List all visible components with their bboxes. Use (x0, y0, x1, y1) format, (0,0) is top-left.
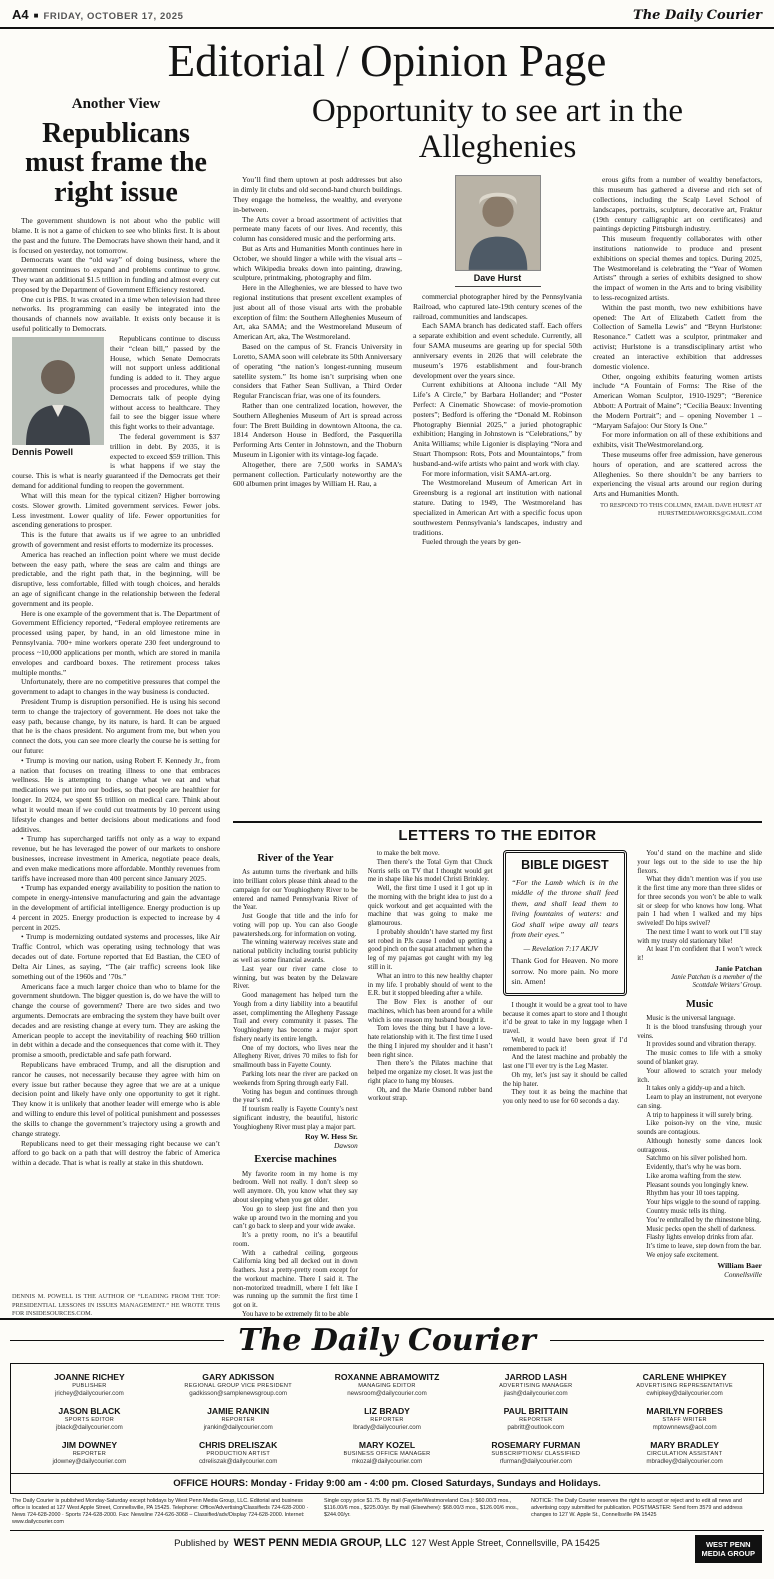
folio-block (12, 7, 184, 22)
exercise-letter-part-1 (233, 1171, 358, 1318)
nameplate-text: The Daily Courier (238, 1323, 536, 1358)
paragraph: You have to be extremely fit to be able (242, 1310, 349, 1318)
fine-print-publication-info: The Daily Courier is published Monday-Saturday except holidays by West Penn Media Group, LLC. Editorial and business office is located at 127 West Apple Street, Connellsville, PA 15425. Telephone: Office/Advertising/Classifieds 724-628-2000 · News 724-628-2000 · Sports 724-628-2000. Fax: Newsline 724-626-3068 – Classified/adv/Display 724-628-2000. Internet: www.dailycourier.com (12, 1497, 309, 1526)
fine-print-notice: NOTICE: The Daily Courier reserves the right to accept or reject and to edit all news and advertising copy submitted for publication. POSTMASTER: Send form 3579 and address changes to 127 W. Apple St., Connellsville PA 15425 (531, 1497, 743, 1519)
author-note: DENNIS M. POWELL IS THE AUTHOR OF “LEADING FROM THE TOP: PRESIDENTIAL LESSONS IN ISSUES MANAGEMENT.” HE WROTE THIS FOR INSIDESOURCES.COM. (12, 1293, 220, 1317)
paragraph: You’d stand on the machine and slide your legs out to the side to use the hip flexors. (637, 850, 762, 875)
dave-hurst-photo (455, 175, 541, 287)
staff-email: cwhipkey@dailycourier.com (646, 1389, 723, 1397)
staff-member (317, 1406, 458, 1431)
staff-member (19, 1372, 160, 1397)
page-number: A4 (12, 7, 29, 22)
west-penn-media-group-logo (695, 1535, 762, 1563)
paragraph: Your hips wiggle to the sound of rapping. (646, 1199, 761, 1207)
nameplate-rule (550, 1340, 764, 1341)
staff-member (19, 1440, 160, 1465)
staff-member (614, 1406, 755, 1431)
paragraph: Music is the universal language. (646, 1015, 736, 1023)
paragraph: It provides sound and vibration therapy. (646, 1041, 757, 1049)
staff-member (465, 1440, 606, 1465)
fine-print-row (10, 1494, 764, 1530)
staff-title: REPORTER (221, 1416, 255, 1423)
paragraph: Other, ongoing exhibits featuring women artists include “A Fountain of Forms: The Rise of the American Woman Sculptor, 1910-1929”; “Berenice Abbott: A Portrait of Maine”; “Cecilia Beaux: Inventing the Modern Portrait”; and – opening November 1 – “Maryam Safajoo: Our Story Is One.” (593, 371, 762, 430)
paragraph: You go to sleep just fine and then you wake up around two in the morning and you can’t go back to sleep and your wide awake. (233, 1205, 358, 1231)
letters-col-4 (637, 850, 762, 1318)
left-article-body (12, 216, 220, 1289)
staff-name: LIZ BRADY (364, 1405, 410, 1416)
staff-email: jrichey@dailycourier.com (54, 1389, 124, 1397)
staff-name: ROSEMARY FURMAN (491, 1439, 581, 1450)
exercise-letter-part-4 (637, 850, 762, 964)
staff-name: CARLENE WHIPKEY (642, 1371, 727, 1382)
portrait-photo (455, 175, 541, 271)
paragraph: Rather than one centralized location, however, the Southern Alleghenies Museum of Art is spread across four: The Brett Building in downtown Altoona, the ca. 1814 Anderson House in Bedford, the Pasquerilla Performing Arts Center in Johnstown, and the Thoburn Museum in Ligonier with its vintage-log façade. (233, 400, 402, 459)
paragraph: It takes only a giddy-up and a hitch. (646, 1085, 746, 1093)
paragraph: With a cathedral ceiling, gorgeous California king bed all decked out in down feathers. Just a pretty-pretty room except for the workout machine. There I said it. The non-motorized treadmill, where I felt like I was running up the summit the first time I got on it. (233, 1249, 358, 1310)
staff-title: PRODUCTION ARTIST (206, 1450, 271, 1457)
paragraph: Well, the first time I used it I got up in the morning with the bright idea to just do a quick workout and get acquainted with the machine that was going to make me glamourous. (367, 885, 493, 928)
staff-name: JASON BLACK (58, 1405, 121, 1416)
art-article-col-2-text (413, 292, 582, 547)
paper-name: The Daily Courier (633, 8, 762, 23)
staff-title: REPORTER (519, 1416, 553, 1423)
staff-title: STAFF WRITER (662, 1416, 707, 1423)
paragraph: The Arts cover a broad assortment of activities that permeate many facets of our lives. And recently, this column has considered music and the performing arts. (233, 214, 402, 244)
paragraph: What they didn’t mention was if you use it the first time any more than three slides or for three seconds you won’t be able to walk sit or sleep for who knows how long. What pain I had when I walked and my hips swiveled! Do hips swivel? (637, 876, 762, 928)
paragraph: At least I’m confident that I won’t wreck it! (637, 946, 762, 963)
left-article-headline: Republicans must frame the right issue (25, 118, 207, 208)
bible-digest-box (503, 850, 628, 996)
paragraph: Parking lots near the river are packed on weekends from Spring through early Fall. (233, 1070, 358, 1087)
paragraph: The government shutdown is not about who the public will blame. It is not a game of chicken to see who blinks first. It is about the past and the future. The Democrats have shown their hand, and it is focused on yesterday, not tomorrow. (12, 216, 220, 255)
staff-box (10, 1363, 764, 1494)
staff-email: pabritt@outlook.com (507, 1423, 565, 1431)
paragraph: It’s a pretty room, no it’s a beautiful room. (233, 1232, 358, 1248)
paragraph: We enjoy safe excitement. (646, 1251, 719, 1259)
paragraph: Like aroma wafting from the stew. (646, 1172, 742, 1180)
paragraph: This is the future that awaits us if we agree to an unbridled growth of government and resist efforts to modernize its processes. (12, 530, 220, 549)
bible-digest-attribution: — Revelation 7:17 AKJV (523, 944, 598, 953)
river-letter-text (233, 869, 358, 1132)
staff-member (168, 1440, 309, 1465)
staff-name: GARY ADKISSON (202, 1371, 275, 1382)
staff-email: jdowney@dailycourier.com (52, 1457, 127, 1465)
paragraph: Country music tells its thing. (646, 1208, 727, 1216)
paragraph: Republicans need to get their messaging right because we can’t afford to go back on a path that will destroy the fabric of America within a decade. That is what is really at stake in this shutdown. (12, 1138, 220, 1168)
paragraph: President Trump is disruption personified. He is using his second term to change the trajectory of government. He does not take the easy path, because change, by its nature, is hard. It can be argued that he is the chaos president. No argument from me, but when you connect the dots, you can see more clearly the course he is setting for our future: (12, 696, 220, 756)
art-article-col-2 (413, 175, 582, 815)
paragraph: If tourism really is Fayette County’s next significant industry, the beautiful, historic Youghiogheny River must play a major part. (233, 1106, 358, 1131)
photo-caption: Dave Hurst (455, 271, 541, 287)
staff-name: MARY KOZEL (358, 1439, 416, 1450)
staff-name: JOANNE RICHEY (54, 1371, 125, 1382)
paragraph: What will this mean for the typical citizen? Higher borrowing costs. Slower growth. Limited government services. Fewer jobs. Less investment. Lower quality of life. Fewer opportunities for ascending generations to prosper. (12, 490, 220, 530)
page-header (0, 0, 774, 29)
issue-date: FRIDAY, OCTOBER 17, 2025 (43, 11, 184, 22)
paragraph: • Trump is moving our nation, using Robert F. Kennedy Jr., from a nation that focuses on treating illness to one that embraces wellness. He is attempting to change what we eat and what medications we put into our bodies, so that people are healthier for longer. In 2024, we spent $5 trillion on medical care. Think about what it would mean if we could cut treatments by 10 percent using lifestyle changes and better decisions about medications and food additives. (12, 755, 220, 834)
bible-digest-title: BIBLE DIGEST (521, 858, 609, 873)
art-article-col-3-text (593, 175, 762, 499)
staff-name: MARILYN FORBES (646, 1405, 723, 1416)
staff-title: PUBLISHER (72, 1382, 107, 1389)
paragraph: America has reached an inflection point where we must decide between the easy path, where the seas are calm and things are predictable, and the right path that, in the beginning, will be disruptive, less comfortable, filled with tough choices, and heralds an age of significant change in the relationship between the federal government and its people. (12, 549, 220, 608)
staff-title: ADVERTISING REPRESENTATIVE (636, 1382, 733, 1389)
staff-member (317, 1372, 458, 1397)
paragraph: Good management has helped turn the Yough from a dirty liability into a beautiful asset, complimenting the Allegheny Passage Trail and every community it passes. The Youghiogheny has become a major sport fishery nearly its entire length. (233, 992, 358, 1043)
paragraph: It’s time to leave, step down from the bar. (646, 1243, 762, 1251)
staff-email: cdreliszak@dailycourier.com (198, 1457, 278, 1465)
letter-signature-note: Janie Patchan is a member of the Scottdale Writers’ Group. (671, 973, 762, 990)
masthead-footer (0, 1318, 774, 1556)
publisher-row (10, 1530, 764, 1558)
staff-title: REPORTER (370, 1416, 404, 1423)
paragraph: • Trump has supercharged tariffs not only as a way to expand revenue, but he has leveraged the power of our markets to onshore businesses, increase investment in America, negotiate peace deals, and even make medications more affordable. Monthly revenues from tariffs have increased more than 400 percent since January 2025. (12, 834, 220, 883)
letter-signature-place: Connellsville (724, 1270, 762, 1279)
logo-line-1: WEST PENN (705, 1539, 751, 1549)
staff-email: newsroom@dailycourier.com (347, 1389, 427, 1397)
staff-email: mkozal@dailycourier.com (351, 1457, 423, 1465)
bible-digest-quote: “For the Lamb which is in the middle of the throne shall feed them, and shall lead them to living fountains of waters: and God shall wipe away all tears from their eyes.” (511, 877, 619, 940)
paragraph: It is the blood transfusing through your veins. (637, 1023, 762, 1040)
paragraph: As autumn turns the riverbank and hills into brilliant colors please think ahead to the campaign for our Youghiogheny River to be entered and named Pennsylvania River of the Year. (233, 869, 358, 912)
paragraph: Then there’s the Total Gym that Chuck Norris sells on TV that I thought would get me in shape like his model Christi Brinkley. (367, 858, 493, 884)
staff-member (465, 1406, 606, 1431)
paragraph: For more information, visit SAMA-art.org. (422, 468, 552, 478)
paragraph: Learn to play an instrument, not everyone can sing. (637, 1094, 762, 1110)
staff-title: REGIONAL GROUP VICE PRESIDENT (184, 1382, 292, 1389)
staff-email: jlash@dailycourier.com (503, 1389, 568, 1397)
paragraph: Oh my, let’s just say it should be called the hip hater. (502, 1071, 628, 1088)
staff-member (614, 1440, 755, 1465)
letters-section-header: LETTERS TO THE EDITOR (398, 827, 597, 845)
paragraph: Last year our river came close to winning, but was beaten by the Delaware River. (233, 965, 358, 991)
nameplate-rule (10, 1340, 224, 1341)
staff-email: lbrady@dailycourier.com (353, 1423, 421, 1431)
staff-name: MARY BRADLEY (650, 1439, 719, 1450)
paragraph: Each SAMA branch has dedicated staff. Each offers a separate exhibition and event schedule. Currently, all four SAMA museums are gearing up for special 50th anniversary events in 2026 that will celebrate the museum’s 1976 establishment and four-branch development over the years since. (413, 321, 582, 380)
letter-signature: Roy W. Hess Sr. (304, 1132, 358, 1142)
paragraph: You’re enthralled by the rhinestone bling. (646, 1216, 762, 1224)
paragraph: Current exhibitions at Altoona include “All My Life’s A Circle,” by Barbara Hollander; and “Poster Perfect: A Cinematic Showcase: of movie-promotion posters”; Bedford is offering the “Donald M. Robinson Photography Biennial 2025,” a juried photographic exhibition; Hanging in Johnstown is “Celebrations,” by Anita Williams; while Ligonier is displaying “Nora and Stuart Thompson: Rots, Pots and Mountaintops,” from husband-and-wife artists who paint and work with clay. (413, 380, 582, 468)
bible-digest-comment: Thank God for Heaven. No more sorrow. No more pain. No more sin. Amen! (511, 956, 619, 986)
art-article-headline: Opportunity to see art in the Alleghenies (311, 94, 684, 165)
staff-name: PAUL BRITTAIN (503, 1405, 569, 1416)
paragraph: Americans face a much larger choice than who to blame for the government shutdown. The bigger question is, do we have the will to change the course of government? There are two sides and two arguments. Democrats are embracing the system they have built over decades and are resisting change at every turn. They are asking the American people to accept the inevitability of reaching $60 trillion in debt within a decade and the consequences that come with it. They promise a smooth, predictable and safe path forward. (12, 981, 220, 1060)
paragraph: Evidently, that’s why he was born. (646, 1164, 742, 1172)
staff-grid (11, 1364, 763, 1473)
paragraph: I thought it would be a great tool to have because it comes apart to store and I thought it’d be great to take in my luggage when I travel. (502, 1001, 628, 1036)
staff-member (465, 1372, 606, 1397)
art-article-col-1 (233, 175, 402, 815)
paragraph: These museums offer free admission, have generous hours of operation, and are scattered across the Alleghenies. So there shouldn’t be any barriers to experiencing the visual arts around our region during Arts and Humanities Month. (593, 450, 762, 499)
paragraph: The Bow Flex is another of our machines, which has been around for a while which is one reason my husband bought it. (367, 999, 493, 1024)
paragraph: Flashy lights envelop drinks from afar. (646, 1234, 754, 1242)
staff-member (317, 1440, 458, 1465)
paragraph: Well, it would have been great if I’d remembered to pack it! (502, 1036, 628, 1053)
music-letter-text (637, 1015, 762, 1260)
paragraph: Tom loves the thing but I have a love-hate relationship with it. The first time I used the thing I injured my shoulder and it hasn’t been right since. (367, 1025, 493, 1059)
paragraph: Within the past month, two new exhibitions have opened: The Art of Elizabeth Catlett from the Collection of Samella Lewis” and “Brynn Hurlstone: Resonance.” Catlett was a sculptor, printmaker and activist; Hurlstone is a transdisciplinary artist who created an interactive exhibition that addresses domestic violence. (593, 302, 762, 371)
exercise-letter-part-3 (503, 1002, 628, 1107)
exercise-letter-part-2 (368, 850, 493, 1104)
left-opinion-article (12, 94, 220, 1318)
portrait-photo (12, 337, 104, 445)
paragraph: Here is one example of the government that is. The Department of Government Efficiency reported, “Federal employee retirements are processed using paper, by hand, in an old limestone mine in Pennsylvania. 700+ mine workers operate 230 feet underground to process ~10,000 applications per month, which are stored in manila envelopes and cardboard boxes. The retirement process takes multiple months.” (12, 608, 220, 677)
logo-line-2: MEDIA GROUP (701, 1548, 755, 1558)
dennis-powell-photo (12, 337, 104, 460)
paragraph: Like poison-ivy on the vine, music sounds are contagious. (637, 1120, 762, 1137)
staff-title: MANAGING EDITOR (358, 1382, 416, 1389)
letter-signature: William Baer (717, 1260, 762, 1270)
art-article-columns (233, 175, 762, 815)
paragraph: For more information on all of these exhibitions and exhibits, visit TheWestmoreland.org. (593, 430, 762, 450)
staff-member (614, 1372, 755, 1397)
letter-title-exercise: Exercise machines (254, 1154, 337, 1166)
staff-title: ADVERTISING MANAGER (499, 1382, 573, 1389)
letter-title-river: River of the Year (257, 853, 334, 865)
paragraph: Satchmo on his silver polished horn. (646, 1155, 747, 1163)
staff-title: BUSINESS OFFICE MANAGER (343, 1450, 431, 1457)
staff-member (168, 1406, 309, 1431)
paragraph: erous gifts from a number of wealthy benefactors, this museum has gathered a diverse and rich set of collections, including the Scalp Level School of landscapes, portraits, sculpture, decorative art, Fraktur (19th century calligraphic art on certificates) and paintings depicting Pittsburgh industry. (593, 175, 762, 234)
article-kicker: Another View (71, 96, 161, 112)
staff-member (168, 1372, 309, 1397)
page-title: Editorial / Opinion Page (167, 36, 607, 86)
art-article-col-3 (593, 175, 762, 815)
paragraph: Democrats want the “old way” of doing business, where the government continues to expand and problems continue to grow. They want an additional $1.5 trillion in funding and almost every cut proposed by the Department of Government Efficiency restored. (12, 255, 220, 294)
letters-columns (233, 850, 762, 1318)
paragraph: The next time I want to work out I’ll stay with my trusty old stationary bike! (637, 928, 762, 945)
paragraph: Republicans have embraced Trump, and all the disruption and rancor he causes, not necessarily because they agree with him on every issue but rather because they agree that we are at a unique decision point and likely have only one opportunity to get it right. They know it is unlikely that another leader will emerge who is able and willing to endure this level of political punishment and possesses the skills to change the government’s trajectory using a growth and change strategy. (12, 1060, 220, 1138)
staff-member (19, 1406, 160, 1431)
paragraph: • Trump is modernizing outdated systems and processes, like Air Traffic Control, which was operating using technology that was decades out of date. Fortune reported that Ed Bastian, the CEO of Delta Air Lines, as saying, “The (air traffic) screens look like something out of the 1960s and ’70s.” (12, 932, 220, 981)
staff-name: JIM DOWNEY (61, 1439, 118, 1450)
staff-email: mbradley@dailycourier.com (646, 1457, 723, 1465)
paragraph: Based on the campus of St. Francis University in Loretto, SAMA soon will celebrate its 50th Anniversary of operating “the nation’s longest-running museum satellite system.” Its home isn’t surprising when one considers that Father Sean Sullivan, a Third Order Regular Franciscan friar, was one of its founders. (233, 342, 402, 401)
staff-email: gadkisson@samplenewsgroup.com (189, 1389, 288, 1397)
nameplate (10, 1325, 764, 1357)
paragraph: But as Arts and Humanities Month continues here in October, we should linger a while with the visual arts – which Wikipedia breaks down into painting, drawing, sculpture, printmaking, photography and film. (233, 243, 402, 283)
staff-email: jblack@dailycourier.com (55, 1423, 123, 1431)
paragraph: You’ll find them uptown at posh addresses but also in dimly lit clubs and old second-hand church buildings. They engage the homeless, the wealthy, and everyone in-between. (233, 175, 402, 214)
staff-name: ROXANNE ABRAMOWITZ (334, 1371, 440, 1382)
paragraph: What an intro to this new healthy chapter in my life. I probably should of went to the E.R. but it stopped bleeding after a while. (367, 972, 493, 998)
staff-title: SPORTS EDITOR (64, 1416, 115, 1423)
main-content (0, 92, 774, 1318)
staff-name: JAMIE RANKIN (207, 1405, 270, 1416)
paragraph: And the latest machine and probably the last one I’ll ever try is the Leg Master. (502, 1054, 628, 1071)
publisher-name: WEST PENN MEDIA GROUP, LLC (233, 1536, 407, 1549)
staff-email: rfurman@dailycourier.com (499, 1457, 572, 1465)
fine-print-subscription-rates: Single copy price $1.75. By mail (Fayette/Westmoreland Cos.): $60.00/3 mos., $116.00/6 mos., $225.00/yr. By mail (Elsewhere): $68.00/3 mos., $126.00/6 mos., $244.00/yr. (324, 1497, 519, 1519)
letter-title-music: Music (685, 998, 714, 1010)
left-article-paragraphs-top (12, 216, 220, 334)
paragraph: One of my doctors, who lives near the Allegheny River, drives 70 miles to fish for smallmouth bass in Fayette County. (233, 1044, 358, 1070)
paragraph: Pleasant sounds you longingly knew. (646, 1181, 749, 1189)
paragraph: Your allowed to scratch your melody itch. (637, 1067, 762, 1084)
letters-to-the-editor (233, 821, 762, 1318)
paragraph: Voting has begun and continues through the year’s end. (233, 1088, 358, 1105)
published-by-label: Published by (174, 1537, 229, 1549)
section-marker-icon: ■ (33, 11, 39, 20)
paragraph: to make the belt move. (376, 850, 440, 858)
paragraph: Altogether, there are 7,500 works in SAMA’s permanent collection. Particularly noteworthy are the 600 albumen print images by William H. Rau, a (233, 459, 402, 489)
letters-col-3 (503, 850, 628, 1318)
photo-caption: Dennis Powell (12, 446, 74, 457)
paragraph: Fueled through the years by gen- (422, 537, 521, 547)
staff-email: jrankin@dailycourier.com (203, 1423, 273, 1431)
paragraph: The winning waterway receives state and national publicity including tourist publicity as well as some financial awards. (233, 939, 358, 965)
paragraph: Then there’s the Pilates machine that helped me organize my closet. It was just the right place to hang my blouses. (367, 1060, 493, 1085)
columnist-contact-note: TO RESPOND TO THIS COLUMN, EMAIL DAVE HURST AT HURSTMEDIAWORKS@GMAIL.COM (600, 502, 762, 518)
staff-name: CHRIS DRELISZAK (199, 1439, 278, 1450)
paragraph: I probably shouldn’t have started my first set robed in PJs cause I ended up getting a good pinch on the squat attachment when the leg of my pajamas got caught with my leg still in it. (367, 928, 493, 971)
paragraph: Although honestly some dances look outrageous. (637, 1137, 762, 1154)
staff-title: CIRCULATION ASSISTANT (646, 1450, 723, 1457)
publisher-address: 127 West Apple Street, Connellsville, PA 15425 (411, 1537, 600, 1548)
paragraph: Here in the Alleghenies, we are blessed to have two regional institutions that present excellent examples of just about all of those visual arts with the probable exception of film: the Southern Alleghenies Museum of Art, aka SAMA; and the Westmoreland Museum of American Art, aka, The Westmoreland. (233, 283, 402, 342)
paragraph: Just Google that title and the info for voting will pop up. You can also Google pawatersheds.org. for information on voting. (233, 913, 358, 938)
office-hours: OFFICE HOURS: Monday - Friday 9:00 am - 4:00 pm. Closed Saturdays, Sundays and Holidays. (11, 1473, 763, 1493)
letters-col-1 (233, 850, 358, 1318)
staff-name: JARROD LASH (504, 1371, 567, 1382)
letter-signature: Janie Patchan (715, 963, 762, 973)
paragraph: Unfortunately, there are no competitive pressures that compel the government to adapt to changes in the way business is conducted. (12, 677, 220, 697)
paragraph: A trip to happiness it will surely bring. (646, 1111, 753, 1119)
staff-title: REPORTER (72, 1450, 107, 1457)
paragraph: This museum frequently collaborates with other institutions nationwide to produce and present exhibitions on special themes and topics. During 2025, The Westmoreland is celebrating the “Year of Women Artists” through a series of exhibits designed to show the impact of women in the Arts and to bring visibility to less-recognized artists. (593, 234, 762, 302)
paragraph: Oh, and the Marie Osmond rubber band workout strap. (367, 1086, 493, 1103)
letters-col-2 (368, 850, 493, 1318)
paragraph: The Westmoreland Museum of American Art in Greensburg is a regional art institution with national stature. Dating to 1949, The Westmoreland has specialized in American Art with a specific focus upon southwestern Pennsylvania’s landscapes, industry and traditions. (413, 478, 582, 537)
paragraph: One cut is PBS. It was created in a time when television had three networks. Its programming can easily be integrated into the thousands of channels now available. It exists only because it is useful politically to Democrats. (12, 294, 220, 334)
paragraph: They tout it as being the machine that you only need to use for 60 seconds a day. (502, 1089, 628, 1106)
paragraph: Music pecks open the shell of darkness. (646, 1225, 756, 1233)
letter-signature-place: Dawson (334, 1142, 358, 1151)
paragraph: The music comes to life with a smoky sound of blanket gray. (637, 1050, 762, 1066)
staff-title: SUBSCRIPTIONS/ CLASSIFIED (491, 1450, 581, 1457)
staff-email: mptownnews@aol.com (652, 1423, 717, 1431)
paragraph: The federal government is $37 trillion in debt. By 2035, it is expected to exceed $59 trillion. This is what happens if we stay the course. This is what is nearly guaranteed if the Democrats get their demand for additional funding to reopen the government. (12, 432, 220, 491)
paragraph: Rhythm has your 10 toes tapping. (646, 1190, 740, 1198)
paragraph: commercial photographer hired by the Pennsylvania Railroad, who captured late-19th century scenes of the railroad, communities and landscapes. (413, 292, 582, 321)
paragraph: Republicans continue to discuss their “clean bill,” passed by the House, which Senate Democrats will not support unless additional funding is added to it. They argue processes and procedures, while the Democrats talk of people dying without access to healthcare. They fail to see the bigger issue where this fight works to their advantage. (110, 333, 220, 432)
paragraph: • Trump has expanded energy availability to position the nation to compete in energy-intensive manufacturing and gain the advantage in the development of artificial intelligence. Energy production is up 4 percent in 2025. Energy production is expected to increase by 4 percent in 2025. (12, 883, 220, 932)
right-region (233, 94, 762, 1318)
paragraph: My favorite room in my home is my bedroom. Well not really. I don’t sleep so well anymore. Oh, you know what they say about sleeping when you get older. (233, 1170, 358, 1204)
